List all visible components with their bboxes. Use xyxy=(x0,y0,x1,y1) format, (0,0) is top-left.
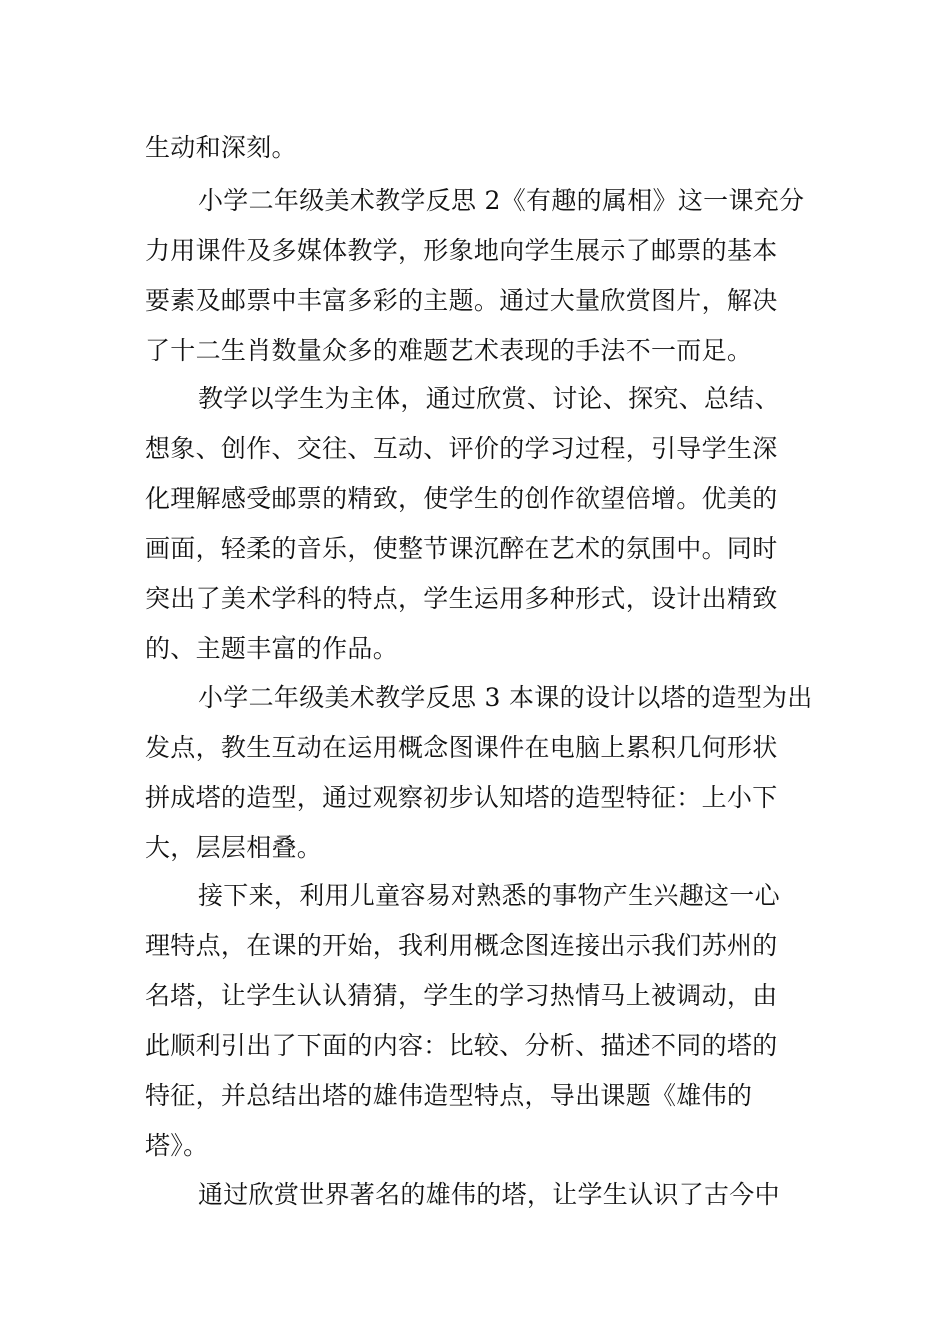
text-line: 理特点，在课的开始，我利用概念图连接出示我们苏州的 xyxy=(145,931,778,960)
text-line: 的、主题丰富的作品。 xyxy=(145,634,399,663)
text-line: 想象、创作、交往、互动、评价的学习过程，引导学生深 xyxy=(145,434,778,463)
text-line: 要素及邮票中丰富多彩的主题。通过大量欣赏图片，解决 xyxy=(145,286,778,315)
text-line: 力用课件及多媒体教学，形象地向学生展示了邮票的基本 xyxy=(145,236,778,265)
text-line: 突出了美术学科的特点，学生运用多种形式，设计出精致 xyxy=(145,584,778,613)
text-line: 了十二生肖数量众多的难题艺术表现的手法不一而足。 xyxy=(145,336,753,365)
text-line: 名塔，让学生认认猜猜，学生的学习热情马上被调动，由 xyxy=(145,981,778,1010)
text-line: 生动和深刻。 xyxy=(145,133,297,162)
paragraph-start-line: 教学以学生为主体，通过欣赏、讨论、探究、总结、 xyxy=(198,384,780,413)
text-line: 化理解感受邮票的精致，使学生的创作欲望倍增。优美的 xyxy=(145,484,778,513)
text-line: 大，层层相叠。 xyxy=(145,833,323,862)
paragraph-start-line: 接下来，利用儿童容易对熟悉的事物产生兴趣这一心 xyxy=(198,881,780,910)
text-line: 特征，并总结出塔的雄伟造型特点，导出课题《雄伟的 xyxy=(145,1081,753,1110)
paragraph-start-line: 小学二年级美术教学反思 2《有趣的属相》这一课充分 xyxy=(198,186,805,215)
text-line: 拼成塔的造型，通过观察初步认知塔的造型特征：上小下 xyxy=(145,783,778,812)
text-line: 塔》。 xyxy=(145,1131,209,1160)
text-line: 发点，教生互动在运用概念图课件在电脑上累积几何形状 xyxy=(145,733,778,762)
paragraph-start-line: 小学二年级美术教学反思 3 本课的设计以塔的造型为出 xyxy=(198,683,813,712)
paragraph-start-line: 通过欣赏世界著名的雄伟的塔，让学生认识了古今中 xyxy=(198,1180,780,1209)
text-line: 画面，轻柔的音乐，使整节课沉醉在艺术的氛围中。同时 xyxy=(145,534,778,563)
text-line: 此顺利引出了下面的内容：比较、分析、描述不同的塔的 xyxy=(145,1031,778,1060)
